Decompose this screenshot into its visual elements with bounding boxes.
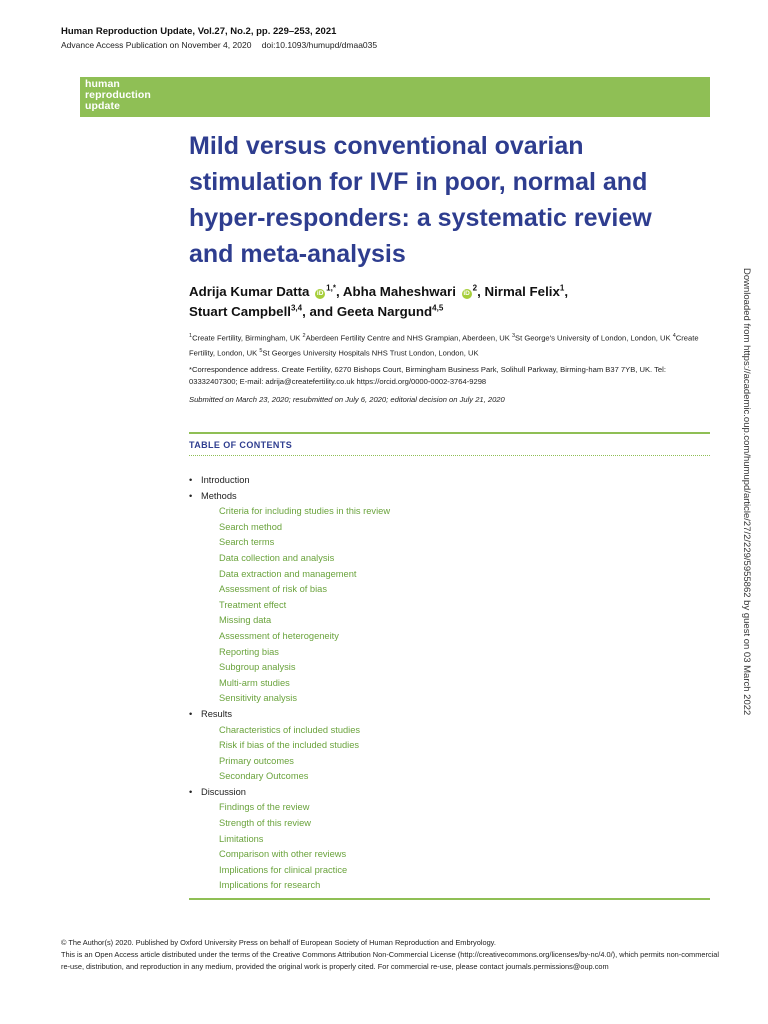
advance-access-text: Advance Access Publication on November 4, 2020 <box>61 40 252 50</box>
author-affiliation-marker: 1 <box>559 283 565 293</box>
toc-subsection-link[interactable]: Characteristics of included studies <box>219 724 361 735</box>
toc-section <box>189 473 710 489</box>
author-affiliation-marker: 1,* <box>326 283 336 293</box>
logo-line-3: update <box>85 100 121 112</box>
toc-section-label[interactable]: Introduction <box>201 475 250 485</box>
bullet-icon: • <box>189 708 193 719</box>
author-affiliation-marker: 2 <box>472 283 478 293</box>
orcid-icon[interactable]: iD <box>316 290 324 297</box>
affiliation-text: St George's University of London, London, UK <box>515 333 671 343</box>
author-conjunction: and <box>309 304 334 319</box>
toc-subsection-link[interactable]: Missing data <box>219 615 272 626</box>
affiliation-number: 3 <box>511 333 516 339</box>
affiliation-number: 2 <box>302 333 306 339</box>
journal-citation: Human Reproduction Update, Vol.27, No.2, pp. 229–253, 2021 <box>61 26 337 37</box>
toc-subsection-link[interactable]: Risk if bias of the included studies <box>219 740 360 751</box>
author-name[interactable]: Geeta Nargund <box>336 304 433 319</box>
affiliation-number: 1 <box>189 333 193 339</box>
affiliation-text: Create Fertility, Birmingham, UK <box>192 333 301 343</box>
toc-subsection-link[interactable]: Assessment of heterogeneity <box>219 630 339 641</box>
toc-subsection-link[interactable]: Reporting bias <box>219 646 279 657</box>
author-name[interactable]: Nirmal Felix <box>484 284 560 299</box>
affiliation-text: Aberdeen Fertility Centre and NHS Grampian, Aberdeen, UK <box>305 333 510 343</box>
download-watermark: Downloaded from https://academic.oup.com/humupd/article/27/2/229/5955862 by guest on 03 March 2022 <box>741 268 752 716</box>
toc-section-label[interactable]: Discussion <box>201 786 246 797</box>
copyright-footer <box>61 937 721 973</box>
toc-subsection-link[interactable]: Implications for research <box>219 880 321 891</box>
bullet-icon: • <box>189 490 193 501</box>
toc-subsection-link[interactable]: Multi-arm studies <box>219 677 290 688</box>
author-name[interactable]: Abha Maheshwari <box>342 284 456 299</box>
affiliation-text: Create Fertility, London, UK <box>189 333 699 358</box>
toc-section <box>189 785 710 894</box>
toc-subsection-link[interactable]: Assessment of risk of bias <box>219 584 327 595</box>
toc-subsection-list <box>189 504 710 707</box>
license-text: This is an Open Access article distributed under the terms of the Creative Commons Attribution Non-Commercial License (http://creativecommons.org/licenses/by-nc/4.0/), which permits non-commercial re-use, distribution, and reproduction in any medium, provided the original work is properly cited. For commercial re-use, please contact journals.permissions@oup.com <box>61 950 720 971</box>
journal-banner <box>80 77 710 117</box>
affiliation-text: St Georges University Hospitals NHS Trust London, London, UK <box>262 348 479 358</box>
access-line <box>61 40 377 50</box>
toc-subsection-link[interactable]: Search method <box>219 521 283 532</box>
toc-bottom-rule <box>189 898 710 900</box>
toc-dotted-divider <box>189 455 710 456</box>
doi-link[interactable]: doi:10.1093/humupd/dmaa035 <box>261 40 378 50</box>
toc-subsection-link[interactable]: Treatment effect <box>219 599 287 610</box>
toc-top-rule <box>189 432 710 434</box>
author-name[interactable]: Stuart Campbell <box>189 304 291 319</box>
table-of-contents <box>189 473 710 894</box>
toc-section <box>189 707 710 785</box>
logo-line-2: reproduction <box>85 89 151 101</box>
affiliations <box>189 330 714 359</box>
bullet-icon: • <box>189 475 193 485</box>
bullet-icon: • <box>189 786 193 797</box>
toc-subsection-link[interactable]: Data collection and analysis <box>219 552 335 563</box>
toc-heading: TABLE OF CONTENTS <box>189 440 293 450</box>
toc-subsection-link[interactable]: Criteria for including studies in this review <box>219 506 391 517</box>
toc-subsection-link[interactable]: Secondary Outcomes <box>219 771 309 782</box>
toc-section-label[interactable]: Results <box>201 708 233 719</box>
toc-section <box>189 489 710 707</box>
affiliation-number: 5 <box>259 347 263 354</box>
toc-subsection-link[interactable]: Comparison with other reviews <box>219 849 347 860</box>
logo-line-1: human <box>85 78 120 90</box>
toc-section-label[interactable]: Methods <box>201 490 237 501</box>
toc-subsection-link[interactable]: Strength of this review <box>219 818 311 829</box>
author-affiliation-marker: 3,4 <box>290 303 303 313</box>
correspondence-address: *Correspondence address. Create Fertility, 6270 Bishops Court, Birmingham Business Park, Solihull Parkway, Birming-ham B37 7YB, UK. Tel: 03332407300; E-mail: adrija@createfertility.co.uk https://orcid.org/0000-0002-3764-9298 <box>189 365 666 386</box>
author-name[interactable]: Adrija Kumar Datta <box>189 284 310 299</box>
toc-subsection-link[interactable]: Subgroup analysis <box>219 662 296 673</box>
journal-logo <box>85 79 151 112</box>
toc-subsection-link[interactable]: Data extraction and management <box>219 568 357 579</box>
toc-subsection-link[interactable]: Search terms <box>219 537 275 548</box>
toc-subsection-link[interactable]: Primary outcomes <box>219 755 294 766</box>
author-affiliation-marker: 4,5 <box>432 303 444 313</box>
orcid-icon[interactable]: iD <box>463 290 470 297</box>
toc-subsection-list <box>189 800 710 894</box>
affiliation-number: 4 <box>672 333 676 339</box>
copyright-line: © The Author(s) 2020. Published by Oxford University Press on behalf of European Society of Human Reproduction and Embryology. <box>61 938 496 947</box>
toc-subsection-link[interactable]: Findings of the review <box>219 802 310 813</box>
author-list: Adrija Kumar Datta $iD^{1,*}$, Abha Maheshwari $iD^2$, Nirmal Felix$^1$, Stuart Campbell$^{3,4}$, and Geeta Nargund$^{4,5}$ <box>189 283 569 319</box>
toc-subsection-link[interactable]: Sensitivity analysis <box>219 693 298 704</box>
toc-subsection-list <box>189 723 710 785</box>
toc-subsection-link[interactable]: Limitations <box>219 833 264 844</box>
toc-subsection-link[interactable]: Implications for clinical practice <box>219 864 348 875</box>
article-title: Mild versus conventional ovarian stimulation for IVF in poor, normal and hyper-responders: a systematic review and meta-analysis <box>189 132 652 268</box>
submission-dates: Submitted on March 23, 2020; resubmitted on July 6, 2020; editorial decision on July 21, 2020 <box>189 395 505 404</box>
